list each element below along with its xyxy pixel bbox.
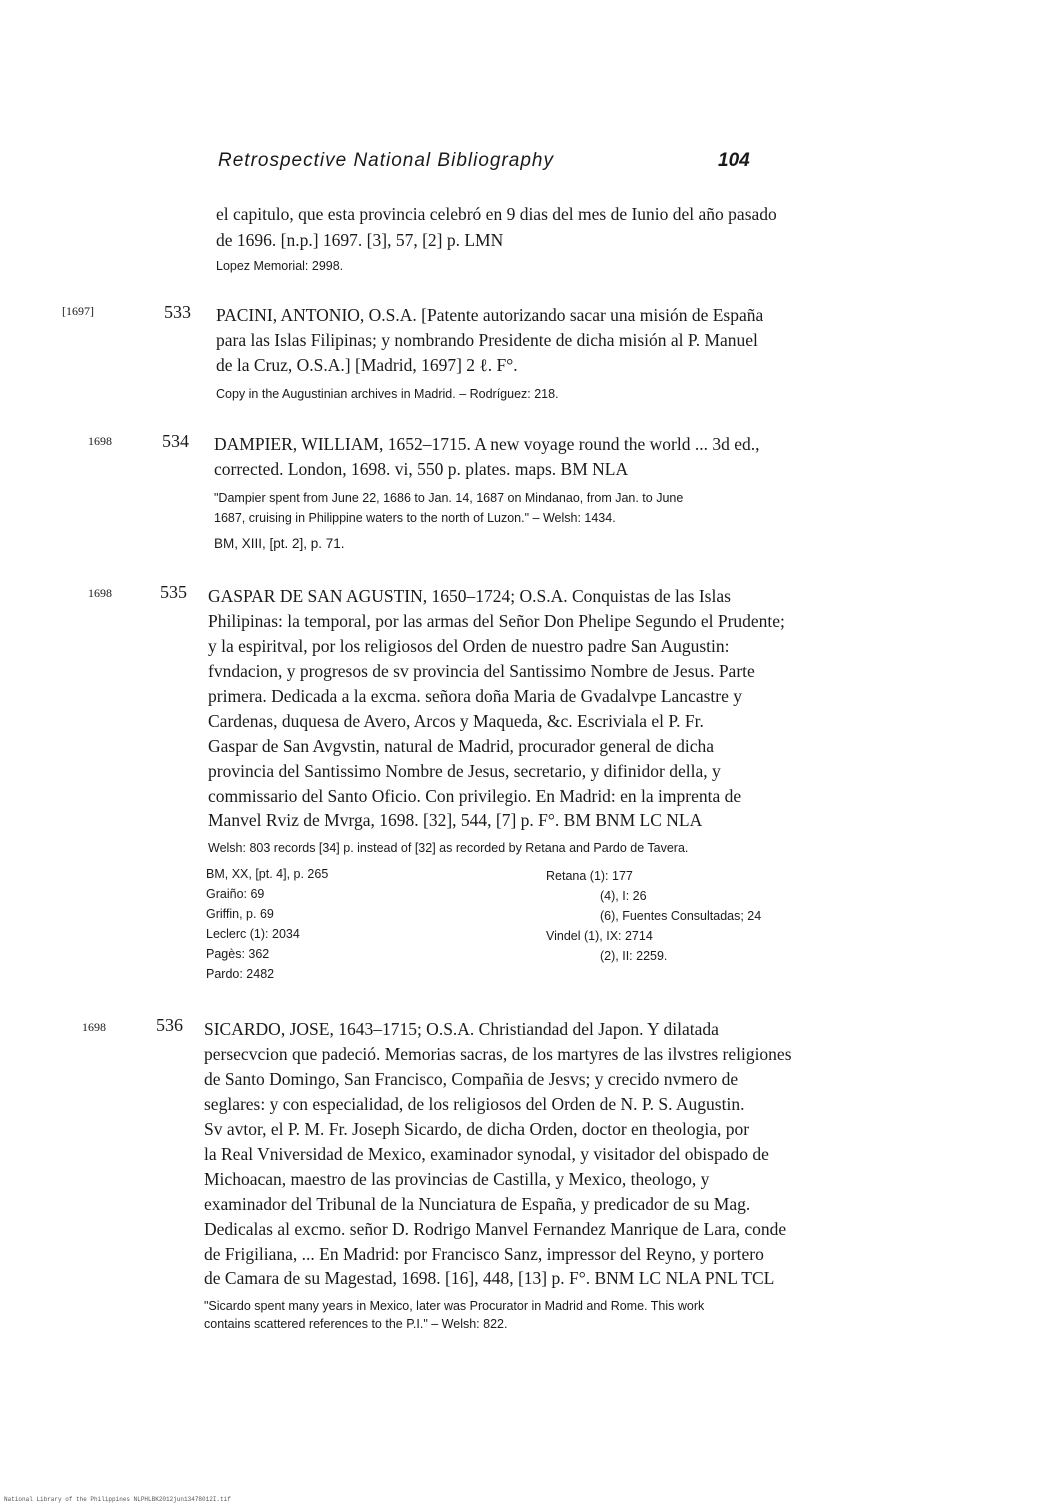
- entry-line: Dedicalas al excmo. señor D. Rodrigo Manvel Fernandez Manrique de Lara, conde: [204, 1219, 787, 1239]
- entry-note: 1687, cruising in Philippine waters to the north of Luzon." – Welsh: 1434.: [214, 511, 616, 525]
- running-title: Retrospective National Bibliography: [218, 150, 554, 171]
- entry-note: "Dampier spent from June 22, 1686 to Jan. 14, 1687 on Mindanao, from Jan. to June: [214, 491, 684, 505]
- entry-note: contains scattered references to the P.I." – Welsh: 822.: [204, 1317, 508, 1331]
- entry-note: Welsh: 803 records [34] p. instead of [32] as recorded by Retana and Pardo de Tavera.: [208, 841, 689, 855]
- entry-line: Philipinas: la temporal, por las armas del Señor Don Phelipe Segundo el Prudente;: [208, 611, 785, 631]
- entry-line: examinador del Tribunal de la Nunciatura de España, y predicador de su Mag.: [204, 1194, 751, 1214]
- reference: Pagès: 362: [206, 947, 270, 961]
- scan-footer: National Library of the Philippines NLPHLBK2012jun13478012I.tif: [4, 1496, 231, 1503]
- reference: Leclerc (1): 2034: [206, 927, 300, 941]
- reference: BM, XX, [pt. 4], p. 265: [206, 867, 329, 881]
- entry-note: "Sicardo spent many years in Mexico, later was Procurator in Madrid and Rome. This work: [204, 1299, 705, 1313]
- entry-line: Manvel Rviz de Mvrga, 1698. [32], 544, [7] p. F°. BM BNM LC NLA: [208, 810, 703, 830]
- entry-line: fvndacion, y progresos de sv provincia del Santissimo Nombre de Jesus. Parte: [208, 661, 755, 681]
- entry-number: 534: [162, 431, 189, 451]
- reference: Vindel (1), IX: 2714: [546, 929, 653, 943]
- entry-line: seglares: y con especialidad, de los religiosos del Orden de N. P. S. Augustin.: [204, 1094, 745, 1114]
- entry-year: 1698: [88, 434, 112, 448]
- entry-line: DAMPIER, WILLIAM, 1652–1715. A new voyage round the world ... 3d ed.,: [214, 434, 760, 454]
- reference-list-right: [546, 866, 761, 966]
- entry-year: 1698: [82, 1020, 106, 1034]
- entry-line: de Santo Domingo, San Francisco, Compañia de Jesvs; y crecido nvmero de: [204, 1069, 739, 1089]
- entry-number: 536: [156, 1015, 183, 1035]
- page-number: 104: [718, 150, 750, 171]
- continuation-note: Lopez Memorial: 2998.: [216, 259, 344, 273]
- entry-line: de Frigiliana, ... En Madrid: por Francisco Sanz, impressor del Reyno, y portero: [204, 1244, 764, 1264]
- entry-line: Gaspar de San Avgvstin, natural de Madrid, procurador general de dicha: [208, 736, 715, 756]
- entry-line: commissario del Santo Oficio. Con privilegio. En Madrid: en la imprenta de: [208, 786, 742, 806]
- entry-year: [1697]: [62, 304, 94, 318]
- entry-number: 535: [160, 582, 187, 602]
- entry-line: persecvcion que padeció. Memorias sacras, de los martyres de las ilvstres religiones: [204, 1044, 792, 1064]
- entry-line: SICARDO, JOSE, 1643–1715; O.S.A. Christiandad del Japon. Y dilatada: [204, 1019, 719, 1039]
- reference: (6), Fuentes Consultadas; 24: [600, 909, 762, 923]
- entry-line: y la espiritval, por los religiosos del Orden de nuestro padre San Augustin:: [208, 636, 730, 656]
- entry-year: 1698: [88, 586, 112, 600]
- entry-line: Cardenas, duquesa de Avero, Arcos y Maqueda, &c. Escriviala el P. Fr.: [208, 711, 704, 731]
- entry-line: GASPAR DE SAN AGUSTIN, 1650–1724; O.S.A. Conquistas de las Islas: [208, 586, 731, 606]
- entry-line: la Real Vniversidad de Mexico, examinador synodal, y visitador del obispado de: [204, 1144, 769, 1164]
- reference: Retana (1): 177: [546, 869, 633, 883]
- reference-list-left: [206, 864, 328, 984]
- reference: Pardo: 2482: [206, 967, 275, 981]
- reference: (4), I: 26: [600, 889, 647, 903]
- entry-line: PACINI, ANTONIO, O.S.A. [Patente autorizando sacar una misión de España: [216, 305, 764, 325]
- entry-line: provincia del Santissimo Nombre de Jesus, secretario, y difinidor della, y: [208, 761, 721, 781]
- continuation-line: el capitulo, que esta provincia celebró en 9 dias del mes de Iunio del año pasado: [216, 204, 777, 224]
- entry-line: Sv avtor, el P. M. Fr. Joseph Sicardo, de dicha Orden, doctor en theologia, por: [204, 1119, 750, 1139]
- entry-line: de Camara de su Magestad, 1698. [16], 448, [13] p. F°. BNM LC NLA PNL TCL: [204, 1268, 775, 1288]
- entry-line: primera. Dedicada a la excma. señora doña Maria de Gvadalvpe Lancastre y: [208, 686, 742, 706]
- reference: Griffin, p. 69: [206, 907, 274, 921]
- entry-line: para las Islas Filipinas; y nombrando Presidente de dicha misión al P. Manuel: [216, 330, 758, 350]
- entry-line: de la Cruz, O.S.A.] [Madrid, 1697] 2 ℓ. F°.: [216, 355, 518, 375]
- reference: Graiño: 69: [206, 887, 265, 901]
- entry-line: corrected. London, 1698. vi, 550 p. plates. maps. BM NLA: [214, 459, 629, 479]
- entry-note: Copy in the Augustinian archives in Madrid. – Rodríguez: 218.: [216, 387, 559, 401]
- entry-line: Michoacan, maestro de las provincias de Castilla, y Mexico, theologo, y: [204, 1169, 710, 1189]
- continuation-line: de 1696. [n.p.] 1697. [3], 57, [2] p. LMN: [216, 230, 504, 250]
- entry-number: 533: [164, 302, 191, 322]
- entry-note: BM, XIII, [pt. 2], p. 71.: [214, 536, 345, 551]
- reference: (2), II: 2259.: [600, 949, 668, 963]
